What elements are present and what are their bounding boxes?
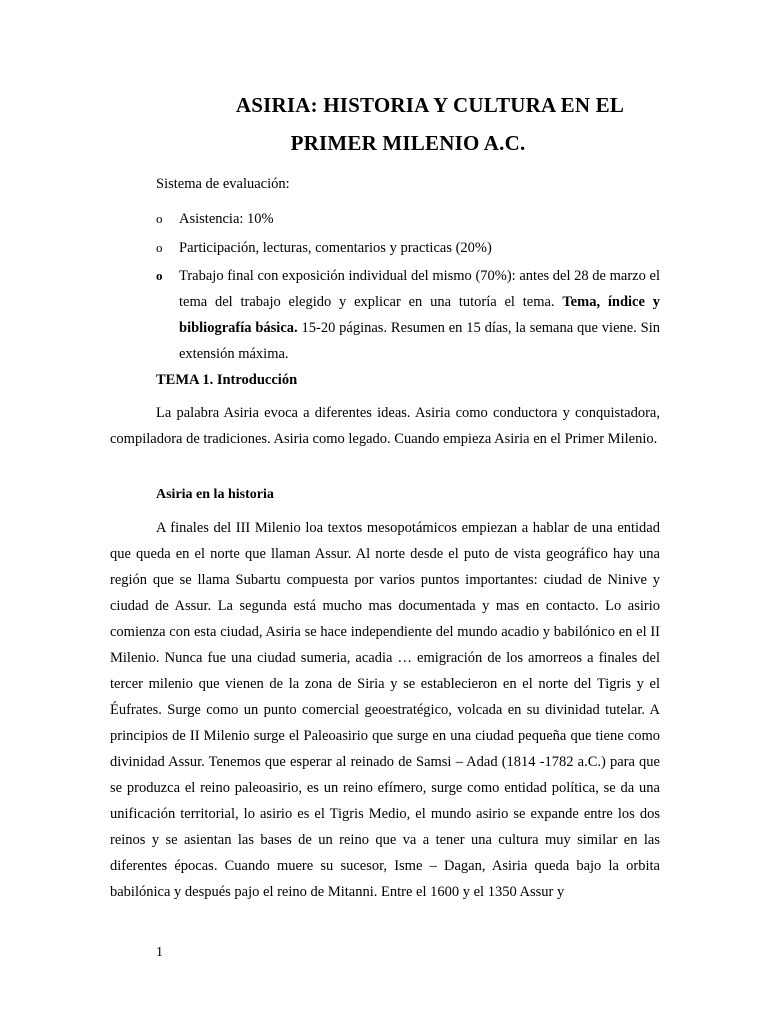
subsection-heading: Asiria en la historia	[156, 487, 274, 502]
evaluation-item-bold-text: Tema, índice y bibliografía básica.	[179, 294, 660, 336]
evaluation-item-participation	[156, 235, 660, 261]
evaluation-item-attendance	[156, 206, 660, 232]
evaluation-item-text: Trabajo final con exposición individual del mismo (70%): antes del 28 de marzo el tema del trabajo elegido y explicar en una tutoría el tema.	[179, 268, 660, 310]
page-number: 1	[156, 945, 163, 960]
intro-paragraph: La palabra Asiria evoca a diferentes ideas. Asiria como conductora y conquistadora, compiladora de tradiciones. Asiria como legado. Cuando empieza Asiria en el Primer Milenio.	[110, 405, 660, 447]
history-paragraph: A finales del III Milenio loa textos mesopotámicos empiezan a hablar de una entidad que queda en el norte que llaman Assur. Al norte desde el puto de vista geográfico hay una región que se llama Subartu compuesta por varios puntos importantes: ciudad de Ninive y ciudad de Assur. La segunda está mucho mas documentada y mas en contacto. Lo asirio comienza con esta ciudad, Asiria se hace independiente del mundo acadio y babilónico en el II Milenio. Nunca fue una ciudad sumeria, acadia … emigración de los amorreos a finales del tercer milenio que vienen de la zona de Siria y se establecieron en el norte del Tigris y el Éufrates. Surge como un punto comercial geoestratégico, volcada en su divinidad tutelar. A principios de II Milenio surge el Paleoasirio que surge en una ciudad pequeña que tiene como divinidad Assur. Tenemos que esperar al reinado de Samsi – Adad (1814 -1782 a.C.) para que se produzca el reino paleoasirio, es un reino efímero, surge como entidad política, se da una unificación territorial, lo asirio es el Tigris Medio, el mundo asirio se expande entre los dos reinos y se asientan las bases de un reino que va a tener una cultura muy similar en las diferentes épocas. Cuando muere su sucesor, Isme – Dagan, Asiria queda bajo la orbita babilónica y después pajo el reino de Mitanni. Entre el 1600 y el 1350 Assur y	[110, 520, 660, 900]
bullet-icon: o	[156, 240, 163, 255]
section-heading: TEMA 1. Introducción	[156, 372, 298, 388]
document-title-line-1: ASIRIA: HISTORIA Y CULTURA EN EL	[235, 93, 625, 117]
evaluation-item-text: Participación, lecturas, comentarios y practicas (20%)	[179, 240, 492, 256]
evaluation-item-text-end: 15-20 páginas. Resumen en 15 días, la semana que viene. Sin extensión máxima.	[179, 320, 660, 362]
document-title-line-2: PRIMER MILENIO A.C.	[290, 131, 526, 155]
evaluation-list	[156, 206, 660, 367]
evaluation-label: Sistema de evaluación:	[156, 176, 290, 192]
evaluation-item-final-work	[156, 263, 660, 367]
bullet-icon: o	[156, 268, 163, 283]
bullet-icon: o	[156, 211, 163, 226]
evaluation-item-text: Asistencia: 10%	[179, 211, 274, 227]
